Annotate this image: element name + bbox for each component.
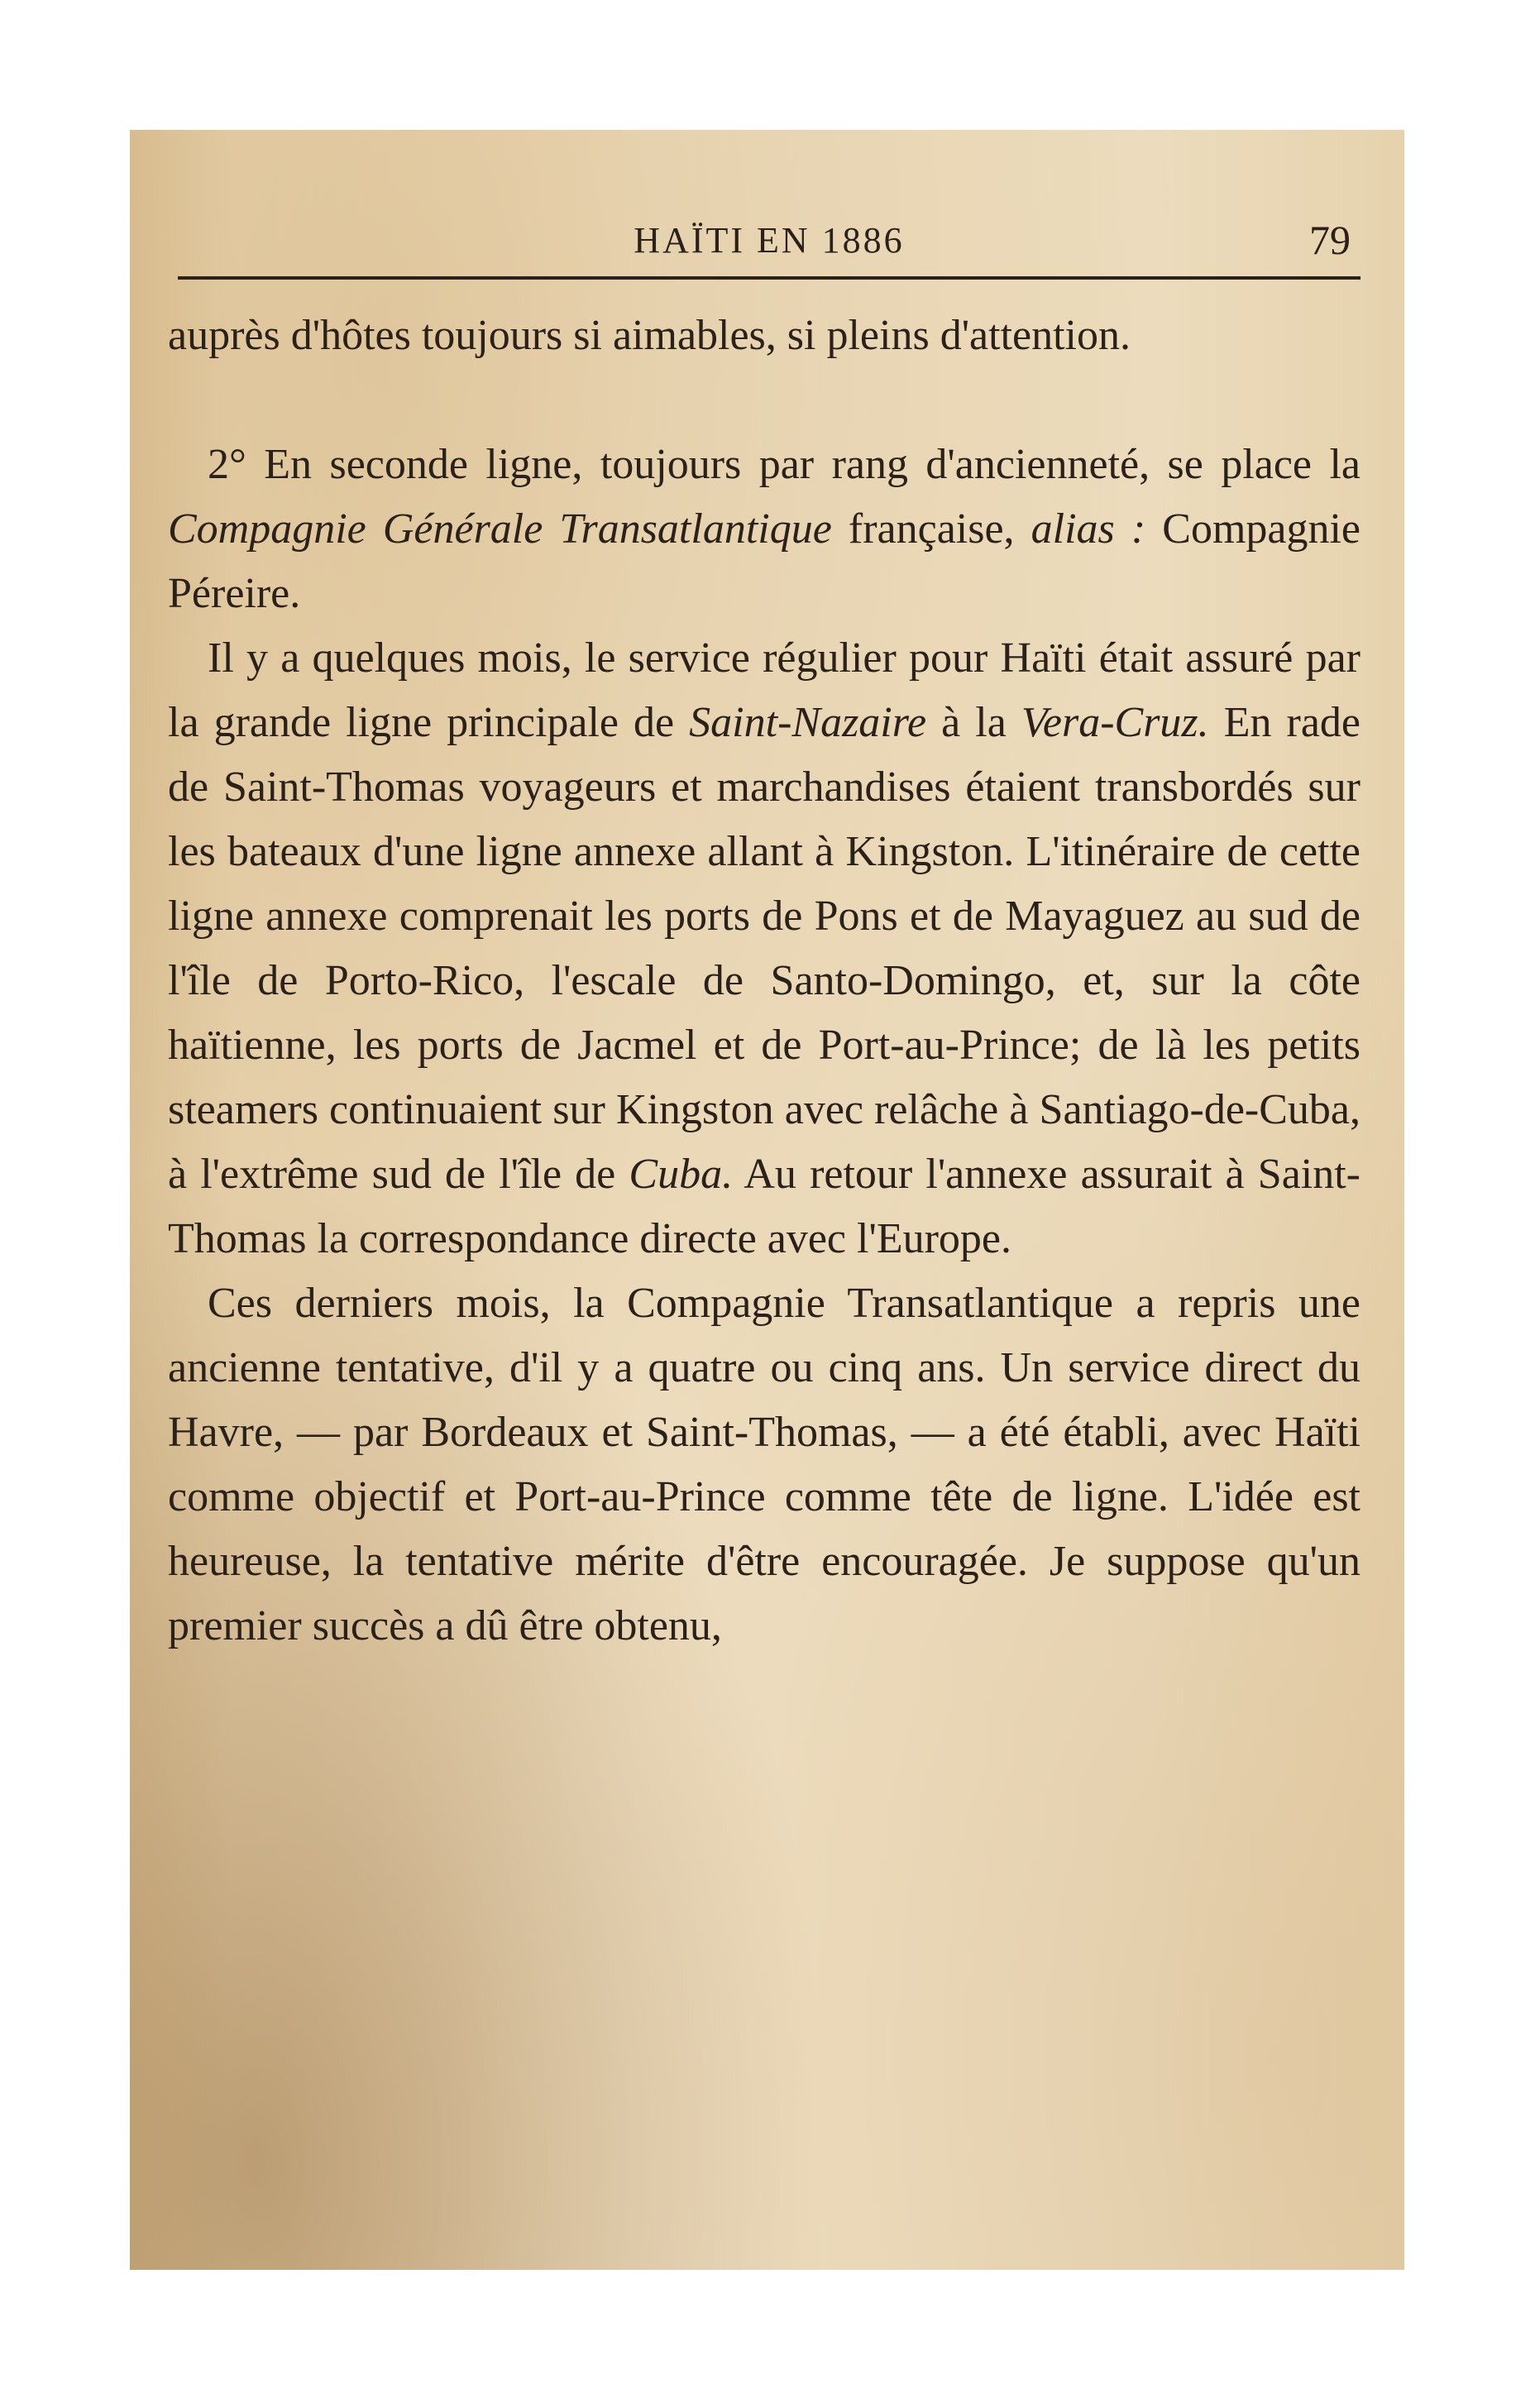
text-run: française, xyxy=(831,505,1031,553)
paragraph xyxy=(168,433,1360,626)
text-run: auprès d'hôtes toujours si aimables, si pleins d'attention. xyxy=(168,312,1131,359)
body-text xyxy=(168,304,1360,1659)
text-run: Compagnie Péreire. xyxy=(168,505,1360,617)
italic-run: alias : xyxy=(1031,505,1146,553)
book-page xyxy=(130,130,1404,2270)
text-run: En rade de Saint-Thomas voyageurs et marchandises étaient transbordés sur les bateaux d'une ligne annexe allant à Kingston. L'itinéraire de cette ligne annexe comprenait les ports de Pons et de Mayaguez au sud de l'île de Porto-Rico, l'escale de Santo-Domingo, et, sur la côte haïtienne, les ports de Jacmel et de Port-au-Prince; de là les petits steamers continuaient sur Kingston avec relâche à Santiago-de-Cuba, à l'extrême sud de l'île de xyxy=(168,699,1360,1198)
text-run: 2° En seconde ligne, toujours par rang d'ancienneté, se place la xyxy=(208,441,1360,488)
italic-run: Vera-Cruz. xyxy=(1021,699,1209,746)
text-run: Il y a quelques mois, le service régulier pour Haïti était assuré par la grande ligne principale de xyxy=(168,634,1360,746)
paragraph xyxy=(168,304,1360,368)
paragraph xyxy=(168,1271,1360,1659)
paragraph-gap xyxy=(168,368,1360,433)
text-run: à la xyxy=(926,699,1021,746)
italic-run: Cuba. xyxy=(629,1151,734,1198)
running-title: HAÏTI EN 1886 xyxy=(634,220,905,261)
text-run: Au retour l'annexe assurait à Saint-Thomas la correspondance directe avec l'Europe. xyxy=(168,1151,1360,1262)
italic-run: Compagnie Générale Transatlantique xyxy=(168,505,832,553)
text-run: Ces derniers mois, la Compagnie Transatlantique a repris une ancienne tentative, d'il y a quatre ou cinq ans. Un service direct du Havre, — par Bordeaux et Saint-Thomas, — a été établi, avec Haïti comme objectif et Port-au-Prince comme tête de ligne. L'idée est heureuse, la tentative mérite d'être encouragée. Je suppose qu'un premier succès a dû être obtenu, xyxy=(168,1280,1360,1649)
header-rule xyxy=(178,276,1360,280)
page-header xyxy=(178,213,1360,270)
paragraph xyxy=(168,626,1360,1271)
page-number: 79 xyxy=(1309,217,1351,263)
italic-run: Saint-Nazaire xyxy=(689,699,927,746)
